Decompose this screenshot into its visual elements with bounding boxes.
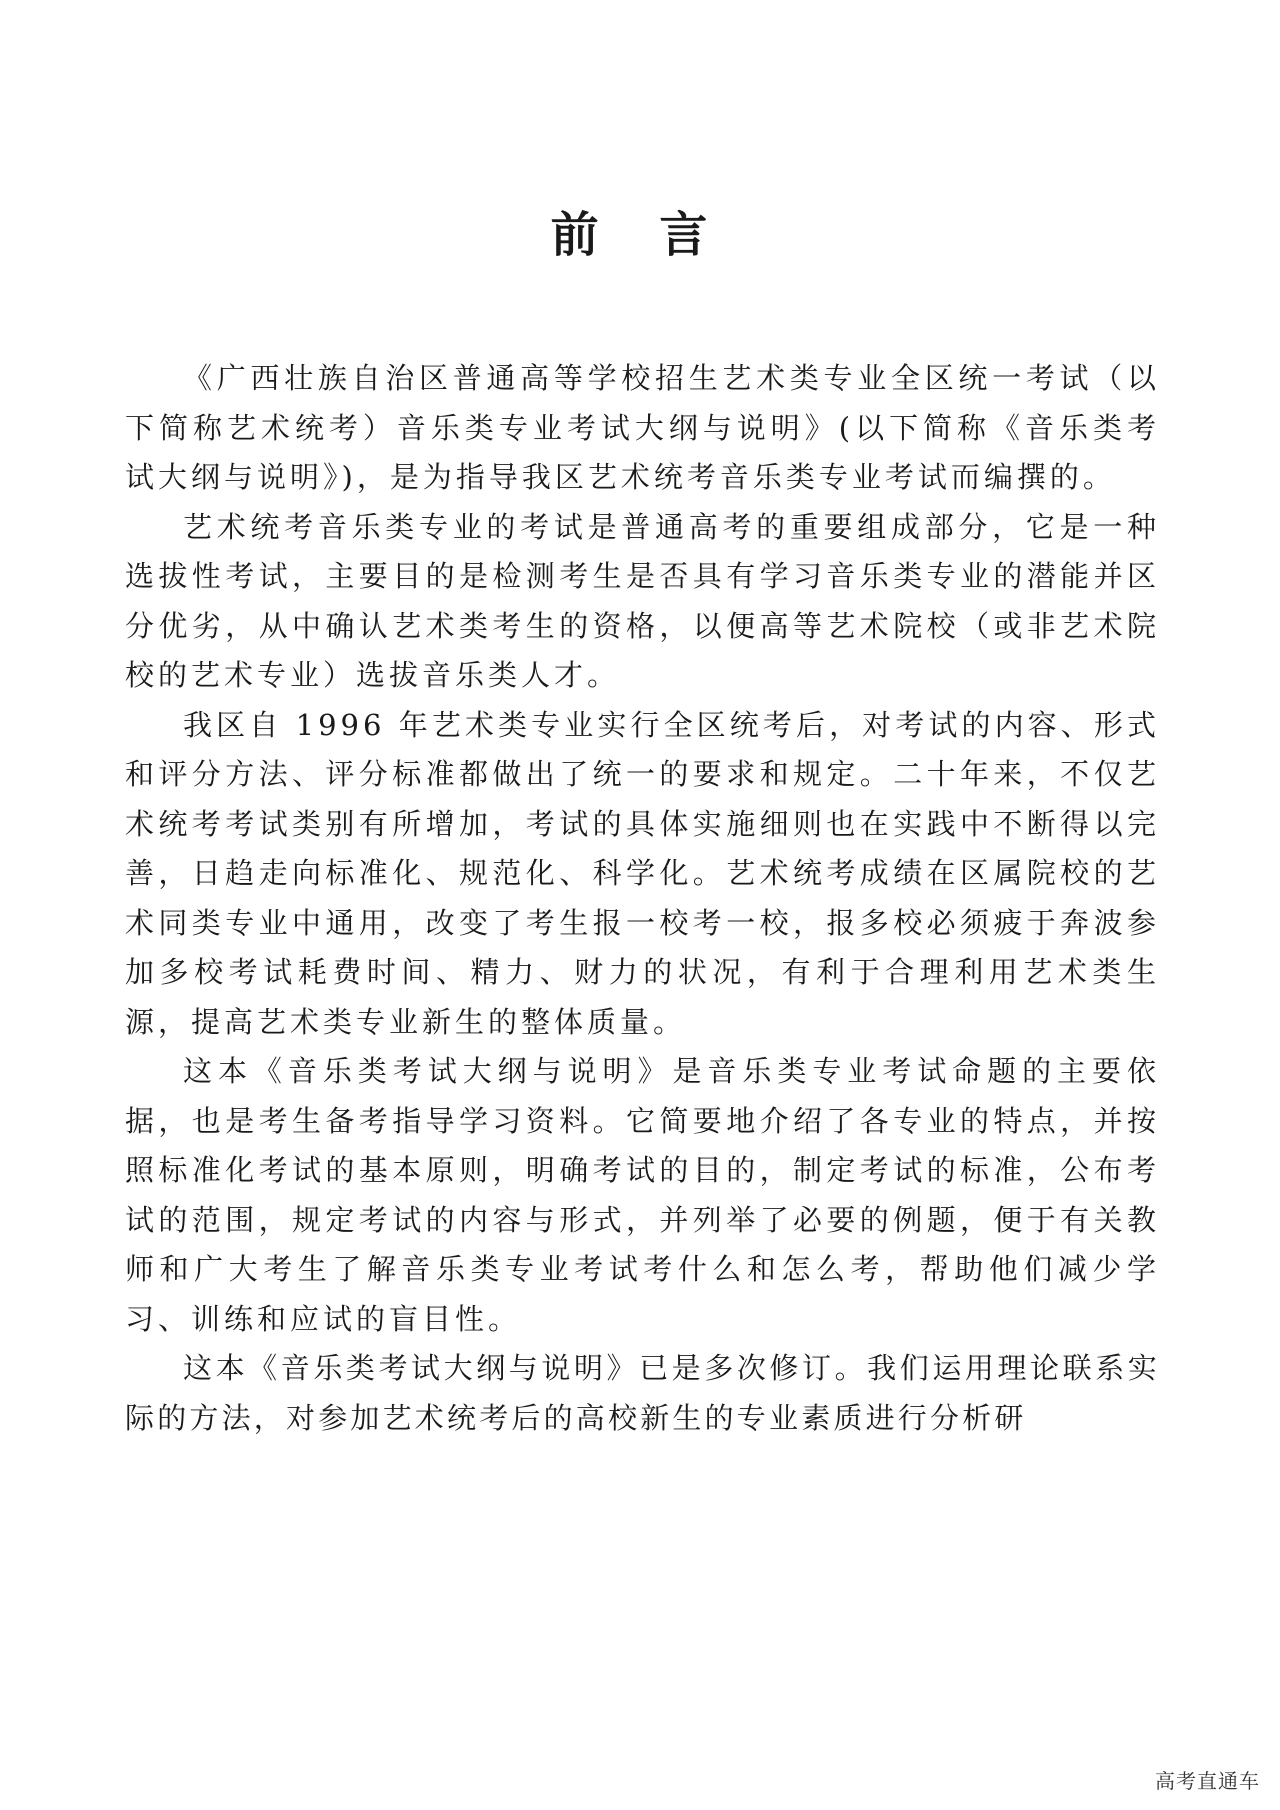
paragraph-exam-purpose: 艺术统考音乐类专业的考试是普通高考的重要组成部分，它是一种选拔性考试，主要目的是检测考生是否具有学习音乐类专业的潜能并区分优劣，从中确认艺术类考生的资格，以便高等艺术院校（或非艺术院校的艺术专业）选拔音乐类人才。 (125, 509, 1160, 692)
paragraph-revision: 这本《音乐类考试大纲与说明》已是多次修订。我们运用理论联系实际的方法，对参加艺术统考后的高校新生的专业素质进行分析研 (125, 1351, 1160, 1435)
paragraph-history: 我区自 1996 年艺术类专业实行全区统考后，对考试的内容、形式和评分方法、评分标准都做出了统一的要求和规定。二十年来，不仅艺术统考考试类别有所增加，考试的具体实施细则也在实践中不断得以完善，日趋走向标准化、规范化、科学化。艺术统考成绩在区属院校的艺术同类专业中通用，改变了考生报一校考一校，报多校必须疲于奔波参加多校考试耗费时间、精力、财力的状况，有利于合理利用艺术类生源，提高艺术类专业新生的整体质量。 (125, 707, 1160, 1039)
page-title: 前 言 (550, 207, 730, 263)
paragraph-intro: 《广西壮族自治区普通高等学校招生艺术类专业全区统一考试（以下简称艺术统考）音乐类专业考试大纲与说明》(以下简称《音乐类考试大纲与说明》)，是为指导我区艺术统考音乐类专业考试而编撰的。 (125, 361, 1160, 494)
paragraph-guide-role: 这本《音乐类考试大纲与说明》是音乐类专业考试命题的主要依据，也是考生备考指导学习资料。它简要地介绍了各专业的特点，并按照标准化考试的基本原则，明确考试的目的，制定考试的标准，公布考试的范围，规定考试的内容与形式，并列举了必要的例题，便于有关教师和广大考生了解音乐类专业考试考什么和怎么考，帮助他们减少学习、训练和应试的盲目性。 (125, 1054, 1160, 1336)
body-text (125, 354, 1160, 1443)
watermark-text: 高考直通车 (1155, 1769, 1260, 1793)
